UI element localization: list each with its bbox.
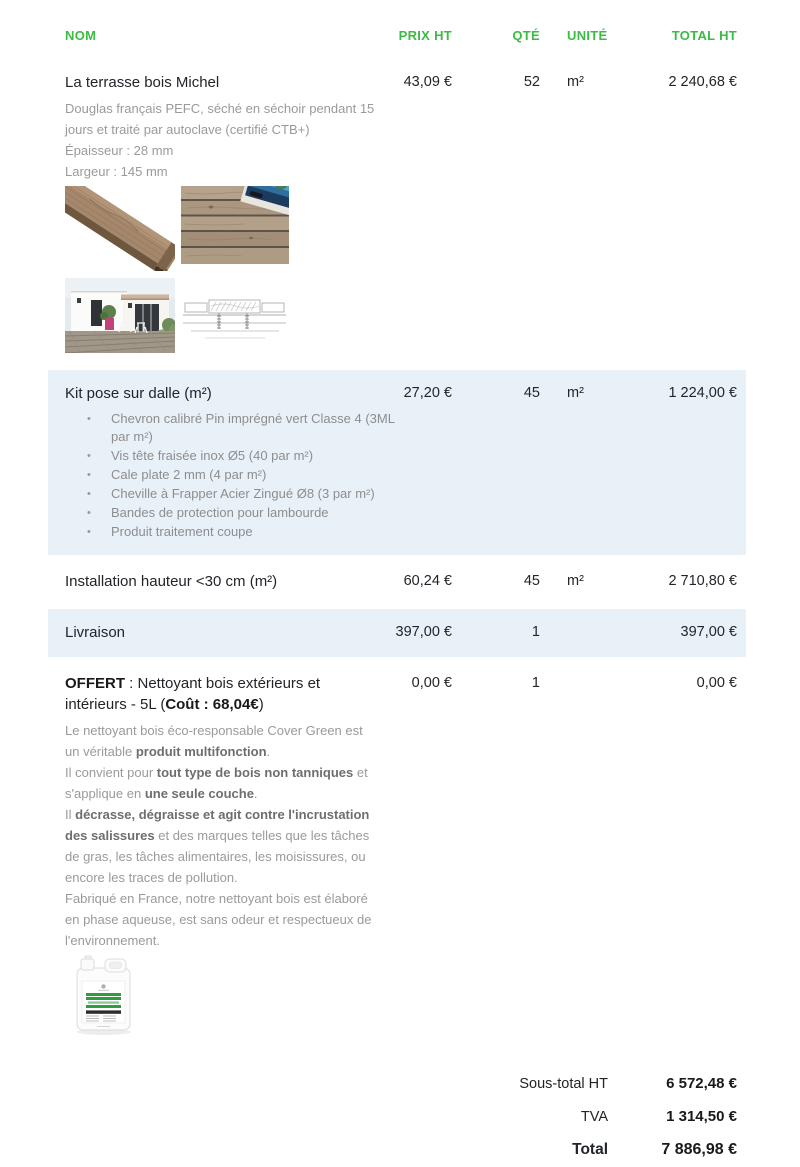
item-title: La terrasse bois Michel <box>65 74 220 91</box>
total-value: 7 886,98 € <box>661 1141 737 1158</box>
item-description <box>65 98 377 182</box>
table-body <box>48 59 746 1051</box>
item-unit: m² <box>567 573 584 589</box>
item-bullet-list <box>65 410 395 541</box>
item-total-ht: 0,00 € <box>696 675 737 691</box>
total-row <box>48 1133 746 1167</box>
column-header-price: PRIX HT <box>398 28 452 43</box>
table-row <box>48 609 746 657</box>
item-name <box>65 571 352 592</box>
description-paragraph: Douglas français PEFC, séché en séchoir pendant 15 jours et traité par autoclave (certifié CTB+) <box>65 101 375 137</box>
item-total-ht: 1 224,00 € <box>668 385 737 401</box>
bullet-item: • Cale plate 2 mm (4 par m²) <box>65 466 395 484</box>
item-qty: 1 <box>531 675 540 691</box>
item-unit: m² <box>567 385 584 401</box>
item-price-ht: 397,00 € <box>395 624 452 640</box>
column-header-total: TOTAL HT <box>671 28 737 43</box>
table-row <box>48 59 746 367</box>
subtotal-value: 6 572,48 € <box>666 1075 737 1092</box>
decking-closeup-photo <box>181 186 289 264</box>
description-paragraph: Il convient pour tout type de bois non tanniques et s'applique en une seule couche. <box>65 765 368 801</box>
description-paragraph: Le nettoyant bois éco-responsable Cover Green est un véritable produit multifonction. <box>65 723 363 759</box>
description-paragraph: Épaisseur : 28 mm <box>65 143 174 158</box>
item-details <box>65 404 737 541</box>
table-header <box>48 28 746 44</box>
house-terrace-photo <box>65 278 175 353</box>
item-title: Kit pose sur dalle (m²) <box>65 385 212 402</box>
item-qty: 1 <box>531 624 540 640</box>
item-description <box>65 720 377 951</box>
item-title: OFFERT : Nettoyant bois extérieurs et intérieurs - 5L (Coût : 68,04€) <box>65 675 321 713</box>
tva-label: TVA <box>580 1109 608 1125</box>
table-row <box>48 558 746 606</box>
item-title: Installation hauteur <30 cm (m²) <box>65 573 278 590</box>
bullet-item: • Cheville à Frapper Acier Zingué Ø8 (3 par m²) <box>65 485 395 503</box>
subtotal-row <box>48 1067 746 1100</box>
column-header-name: NOM <box>65 28 97 43</box>
item-name <box>65 72 352 93</box>
table-row <box>48 370 746 555</box>
bullet-item: • Bandes de protection pour lambourde <box>65 504 395 522</box>
installation-diagram <box>181 278 288 348</box>
item-name <box>65 622 352 643</box>
item-price-ht: 0,00 € <box>411 675 452 691</box>
total-label: Total <box>572 1141 608 1158</box>
item-qty: 52 <box>523 74 540 90</box>
item-title: Livraison <box>65 624 126 641</box>
item-unit: m² <box>567 74 584 90</box>
table-row <box>48 660 746 1051</box>
item-images <box>65 955 737 1037</box>
item-price-ht: 27,20 € <box>403 385 452 401</box>
bullet-item: • Produit traitement coupe <box>65 523 395 541</box>
description-paragraph: Fabriqué en France, notre nettoyant bois est élaboré en phase aqueuse, est sans odeur et respectueux de l'environnement. <box>65 891 372 948</box>
item-qty: 45 <box>523 385 540 401</box>
item-price-ht: 60,24 € <box>403 573 452 589</box>
item-price-ht: 43,09 € <box>403 74 452 90</box>
item-total-ht: 2 710,80 € <box>668 573 737 589</box>
deck-board-product-photo <box>65 186 175 271</box>
item-details <box>65 715 737 1037</box>
item-qty: 45 <box>523 573 540 589</box>
item-total-ht: 2 240,68 € <box>668 74 737 90</box>
bullet-item: • Chevron calibré Pin imprégné vert Classe 4 (3ML par m²) <box>65 410 395 446</box>
item-name <box>65 383 352 404</box>
item-total-ht: 397,00 € <box>680 624 737 640</box>
tva-value: 1 314,50 € <box>666 1108 737 1125</box>
column-header-unit: UNITÉ <box>567 28 608 43</box>
tva-row <box>48 1100 746 1133</box>
description-paragraph: Largeur : 145 mm <box>65 164 168 179</box>
item-name <box>65 673 352 715</box>
item-details <box>65 93 737 353</box>
cleaner-jug-photo <box>65 955 143 1037</box>
subtotal-label: Sous-total HT <box>519 1076 608 1092</box>
item-images <box>65 186 737 353</box>
description-paragraph: Il décrasse, dégraisse et agit contre l'incrustation des salissures et des marques telles que les tâches de gras, les tâches alimentaires, les moisissures, ou encore les traces de pollution. <box>65 807 370 885</box>
column-header-qty: QTÉ <box>512 28 540 43</box>
totals-section <box>48 1067 746 1167</box>
bullet-item: • Vis tête fraisée inox Ø5 (40 par m²) <box>65 447 395 465</box>
